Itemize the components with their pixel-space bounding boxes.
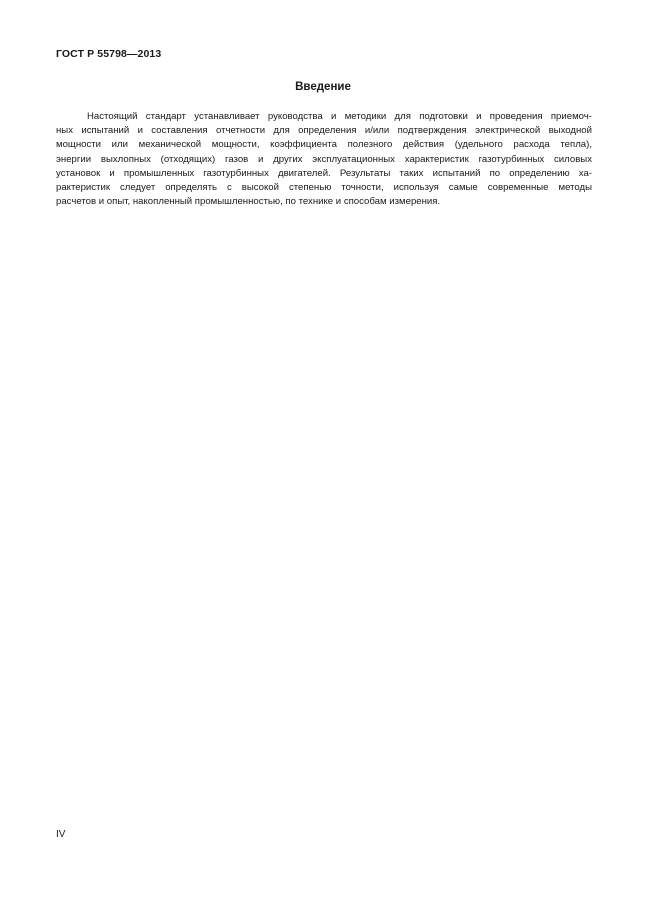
section-title: Введение xyxy=(295,81,351,93)
introduction-paragraph xyxy=(56,110,592,209)
paragraph-line: расчетов и опыт, накопленный промышленностью, по технике и способам измерения. xyxy=(56,196,441,208)
paragraph-line: Настоящий стандарт устанавливает руководства и методики для подготовки и проведения приемоч- xyxy=(87,111,592,122)
paragraph-line: ных испытаний и составления отчетности для определения и/или подтверждения электрической выходной xyxy=(56,125,592,137)
paragraph-line: мощности или механической мощности, коэффициента полезного действия (удельного расхода тепла), xyxy=(56,139,592,151)
paragraph-line: установок и промышленных газотурбинных двигателей. Результаты таких испытаний по определению ха- xyxy=(56,167,592,179)
paragraph-line: рактеристик следует определять с высокой степенью точности, используя самые современные методы xyxy=(56,182,592,194)
paragraph-line: энергии выхлопных (отходящих) газов и других эксплуатационных характеристик газотурбинных силовых xyxy=(56,153,592,165)
page-number: IV xyxy=(56,829,66,840)
document-header: ГОСТ Р 55798—2013 xyxy=(56,48,162,60)
